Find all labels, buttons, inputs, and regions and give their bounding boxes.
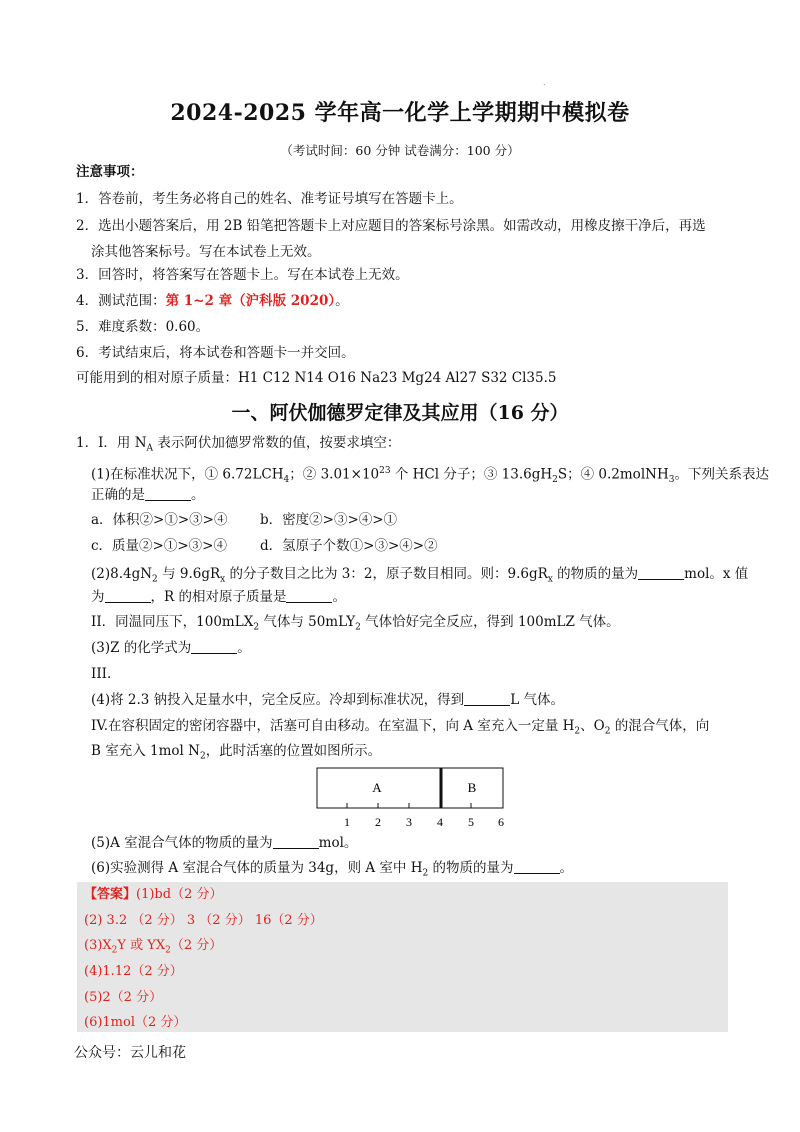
subscript: 2 [574,726,581,737]
text: S；④ 0.2molNH [557,466,669,483]
text: (3)Z 的化学式为 [91,640,192,656]
subscript: 2 [422,868,429,879]
subscript: A [146,443,154,454]
text: Y 或 YX [117,938,166,953]
text: (6)实验测得 A 室混合气体的质量为 34g，则 A 室中 H [91,860,423,876]
piston-diagram [300,765,520,837]
subscript: x [220,574,226,585]
note-item: 涂其他答案标号。写在本试卷上无效。 [91,244,321,260]
question-intro [76,433,400,459]
text: L 气体。 [510,692,564,708]
exam-info: （考试时间：60 分钟 试卷满分：100 分） [280,143,520,158]
text: 表示阿伏加德罗常数的值，按要求填空： [153,435,401,451]
page-title: 2024-2025 学年高一化学上学期期中模拟卷 [170,100,630,126]
question-part-5 [91,833,357,853]
text: II．同温同压下，100mLX [91,614,254,630]
tick-label: 6 [498,815,504,829]
subscript: 4 [283,475,290,486]
note-item: 5．难度系数：0.60。 [76,319,210,335]
tick-label: 3 [406,815,412,829]
subscript: 2 [165,945,171,956]
text: 正确的是 [91,487,145,503]
answer-blank[interactable] [464,692,510,706]
tick-label: 2 [375,815,381,829]
text: 气体恰好完全反应，得到 100mLZ 气体。 [360,614,620,630]
text: 个 HCl 分子；③ 13.6gH [390,466,553,483]
subscript: x [547,574,553,585]
text: 。 [191,487,205,503]
text: 的分子数目之比为 3：2，原子数目相同。则：9.6gR [225,566,548,582]
answer-line-1 [84,885,222,905]
answer-blank[interactable] [105,589,151,603]
text: 与 9.6gR [157,566,221,582]
tick-label: 4 [437,815,443,829]
answer-line-2: (2) 3.2 （2 分） 3 （2 分） 16（2 分） [84,913,323,928]
test-scope: 第 1~2 章（沪科版 2020） [165,293,336,309]
text: mol。x 值 [684,566,749,582]
text: 。 [332,589,346,605]
text: 的物质的量为 [428,860,514,876]
note-item-scope-prefix: 4．测试范围： [76,293,166,309]
option-a: a．体积②>①>③>④ [91,512,228,528]
subscript: 2 [253,622,260,633]
answer-blank[interactable] [514,860,560,874]
question-part-2 [91,564,748,590]
subscript: 2 [604,726,611,737]
answer-label: 【答案】 [84,887,137,902]
text: mol。 [318,835,358,851]
note-item: 1．答卷前，考生务必将自己的姓名、准考证号填写在答题卡上。 [76,191,463,207]
text: 的物质的量为 [552,566,639,582]
note-item-scope [76,291,349,311]
subscript: 2 [199,751,206,762]
option-b: b．密度②>③>④>① [260,512,398,528]
chamber-b-label: B [467,780,477,795]
answer-blank[interactable] [638,566,684,580]
text: (1)在标准状况下，① 6.72LCH [91,466,284,483]
text: (1)bd（2 分） [136,887,223,902]
tick-label: 1 [344,815,350,829]
answer-line-3 [84,936,222,961]
subscript: 2 [355,622,361,633]
text: 。下列关系表达 [674,466,769,483]
subscript: 3 [668,475,675,486]
question-part-1-line2 [91,485,205,505]
question-iv-line2 [91,741,381,767]
text: ，此时活塞的位置如图所示。 [205,743,382,759]
subscript: 2 [552,475,558,486]
text: 1．I．用 N [76,435,147,451]
question-part-3 [91,638,251,658]
text: IV.在容积固定的密闭容器中，活塞可自由移动。在室温下，向 A 室充入一定量 H [91,718,575,734]
question-iii: III. [91,666,112,682]
answer-line-4: (4)1.12（2 分） [84,964,183,979]
note-item: 3．回答时，将答案写在答题卡上。写在本试卷上无效。 [76,267,409,283]
text: （2 分） [170,938,223,953]
section-title: 一、阿伏伽德罗定律及其应用（16 分） [231,402,569,424]
superscript: 23 [379,466,391,476]
footer-text: 公众号：云儿和花 [74,1045,186,1061]
chamber-a-label: A [372,780,382,795]
question-iv [91,716,709,742]
note-item-scope-suffix: 。 [335,293,349,309]
answer-blank[interactable] [286,589,332,603]
text: B 室充入 1mol N [91,743,200,759]
text: 、O [580,718,605,734]
option-d: d．氢原子个数①>③>④>② [260,538,438,554]
text: ，R 的相对原子质量是 [150,589,287,605]
text: (5)A 室混合气体的物质的量为 [91,835,273,851]
tick-label: 5 [468,815,474,829]
text: 。 [559,860,573,876]
text: (3)X [84,938,112,953]
text: (2)8.4gN [91,566,153,582]
question-part-4 [91,690,564,710]
text: 。 [237,640,251,656]
answer-blank[interactable] [273,835,319,849]
answer-line-6: (6)1mol（2 分） [84,1015,187,1030]
answer-blank[interactable] [145,487,191,501]
text: (4)将 2.3 钠投入足量水中，完全反应。冷却到标准状况，得到 [91,692,465,708]
note-item: 2．选出小题答案后，用 2B 铅笔把答题卡上对应题目的答案标号涂黑。如需改动，用橡皮擦干净后，再选 [76,218,706,234]
option-c: c．质量②>①>③>④ [91,538,227,554]
subscript: 2 [111,945,118,956]
text: 的混合气体，向 [610,718,710,734]
atomic-masses: 可能用到的相对原子质量：H1 C12 N14 O16 Na23 Mg24 Al27 S32 Cl35.5 [76,370,557,386]
answer-line-5: (5)2（2 分） [84,990,163,1005]
question-part-2-line2 [91,587,346,607]
answer-blank[interactable] [191,640,237,654]
text: 气体与 50mLY [259,614,356,630]
question-ii [91,612,620,638]
question-part-6 [91,858,573,884]
text: 为 [91,589,105,605]
decorative-dot: . [543,78,546,87]
note-item: 6．考试结束后，将本试卷和答题卡一并交回。 [76,345,355,361]
text: ；② 3.01×10 [289,466,380,483]
subscript: 2 [152,574,158,585]
notes-heading: 注意事项： [76,164,144,180]
